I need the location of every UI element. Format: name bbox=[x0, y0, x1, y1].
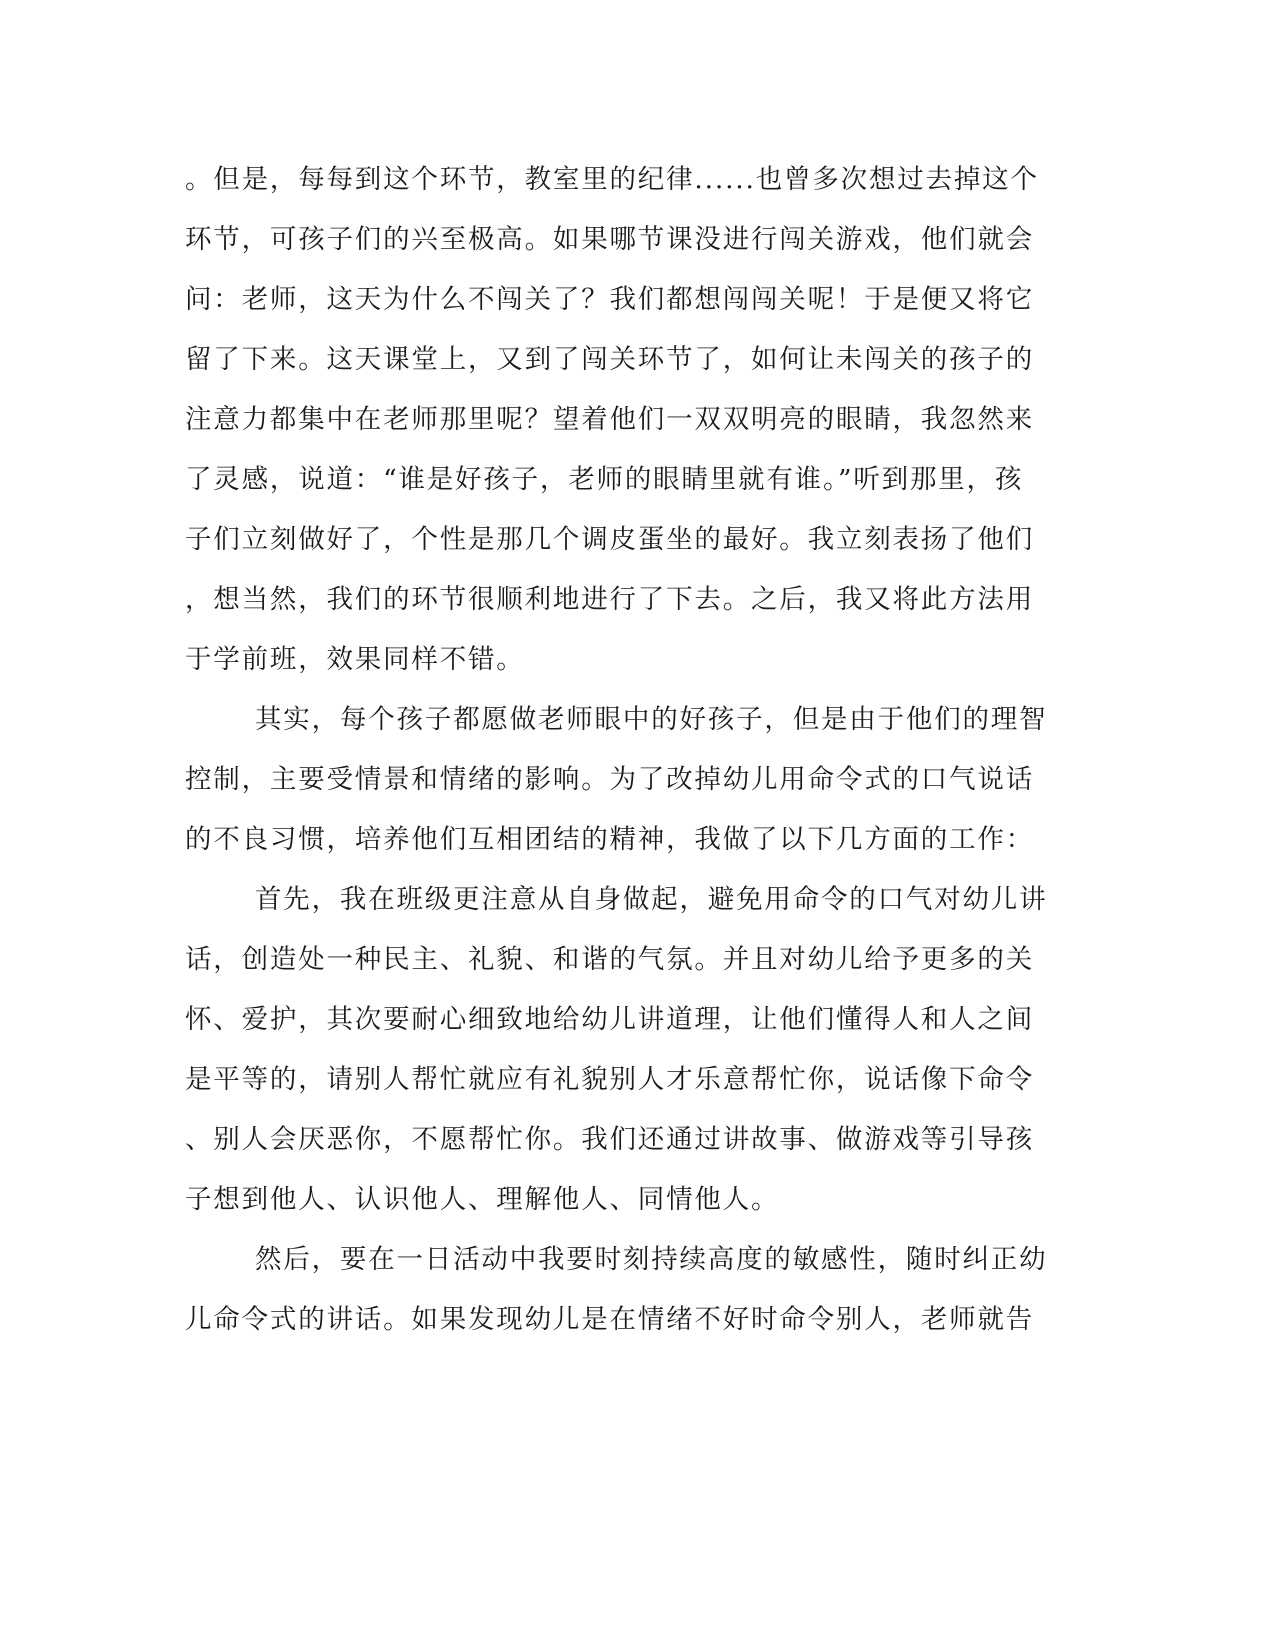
text-line: 子想到他人、认识他人、理解他人、同情他人。 bbox=[185, 1184, 780, 1215]
text-line: 子们立刻做好了，个性是那几个调皮蛋坐的最好。我立刻表扬了他们 bbox=[185, 524, 1034, 555]
paragraph-first-line: 其实，每个孩子都愿做老师眼中的好孩子，但是由于他们的理智 bbox=[255, 704, 1048, 735]
text-line: 了灵感，说道：“谁是好孩子，老师的眼睛里就有谁。”听到那里，孩 bbox=[185, 464, 1024, 495]
text-line: 的不良习惯，培养他们互相团结的精神，我做了以下几方面的工作： bbox=[185, 824, 1034, 855]
text-line: 儿命令式的讲话。如果发现幼儿是在情绪不好时命令别人，老师就告 bbox=[185, 1304, 1034, 1335]
text-line: 注意力都集中在老师那里呢？望着他们一双双明亮的眼睛，我忽然来 bbox=[185, 404, 1034, 435]
text-line: 。但是，每每到这个环节，教室里的纪律......也曾多次想过去掉这个 bbox=[185, 164, 1039, 195]
text-line: 怀、爱护，其次要耐心细致地给幼儿讲道理，让他们懂得人和人之间 bbox=[185, 1004, 1034, 1035]
paragraph-first-line: 然后，要在一日活动中我要时刻持续高度的敏感性，随时纠正幼 bbox=[255, 1244, 1048, 1275]
text-line: 环节，可孩子们的兴至极高。如果哪节课没进行闯关游戏，他们就会 bbox=[185, 224, 1034, 255]
text-line: 于学前班，效果同样不错。 bbox=[185, 644, 525, 675]
text-line: 留了下来。这天课堂上，又到了闯关环节了，如何让未闯关的孩子的 bbox=[185, 344, 1034, 375]
text-line: 控制，主要受情景和情绪的影响。为了改掉幼儿用命令式的口气说话 bbox=[185, 764, 1034, 795]
body-text bbox=[185, 150, 1085, 1350]
text-line: 问：老师，这天为什么不闯关了？我们都想闯闯关呢！于是便又将它 bbox=[185, 284, 1034, 315]
text-line: 是平等的，请别人帮忙就应有礼貌别人才乐意帮忙你，说话像下命令 bbox=[185, 1064, 1034, 1095]
text-line: 话，创造处一种民主、礼貌、和谐的气氛。并且对幼儿给予更多的关 bbox=[185, 944, 1034, 975]
paragraph-first-line: 首先，我在班级更注意从自身做起，避免用命令的口气对幼儿讲 bbox=[255, 884, 1048, 915]
text-line: 、别人会厌恶你，不愿帮忙你。我们还通过讲故事、做游戏等引导孩 bbox=[185, 1124, 1034, 1155]
text-line: ，想当然，我们的环节很顺利地进行了下去。之后，我又将此方法用 bbox=[185, 584, 1034, 615]
